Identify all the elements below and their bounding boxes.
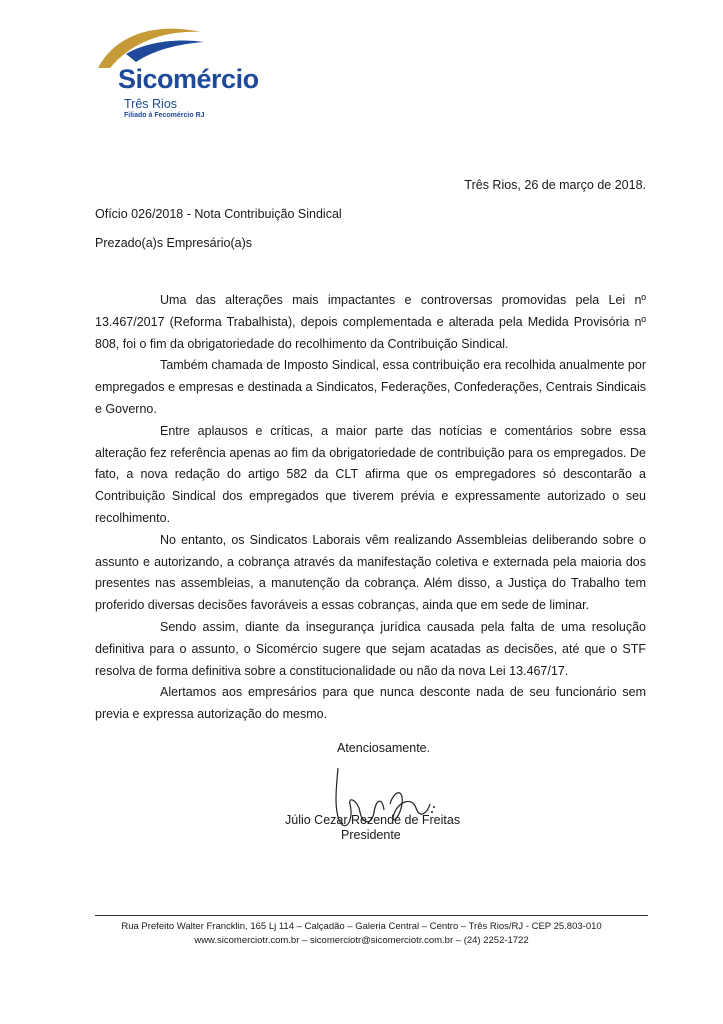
closing-salutation: Atenciosamente. <box>337 741 431 755</box>
body-paragraph: Alertamos aos empresários para que nunca desconte nada de seu funcionário sem previa e expressa autorização do mesmo. <box>95 685 646 722</box>
body-paragraph: Entre aplausos e críticas, a maior parte das notícias e comentários sobre essa alteração fez referência apenas ao fim da obrigatoriedade de contribuição para os empregados. De fato, a nova redação do artigo 582 da CLT afirma que os empregadores só descontarão a Contribuição Sindical dos empregados que tiverem prévia e expressamente autorizado o seu recolhimento. <box>95 423 646 525</box>
body-paragraph: Também chamada de Imposto Sindical, essa contribuição era recolhida anualmente por empregados e empresas e destinada a Sindicatos, Federações, Confederações, Centrais Sindicais e Governo. <box>95 358 646 416</box>
letter-reference: Ofício 026/2018 - Nota Contribuição Sindical <box>95 207 342 221</box>
footer-contact: www.sicomerciotr.com.br – sicomerciotr@sicomerciotr.com.br – (24) 2252-1722 <box>194 935 529 946</box>
logo-affiliation: Filiado à Fecomércio RJ <box>124 112 205 119</box>
logo-brand: Sicomércio <box>118 64 259 94</box>
signatory-title: Presidente <box>341 828 401 842</box>
signatory-name: Júlio Cezar Rezende de Freitas <box>285 813 461 827</box>
body-paragraph: Uma das alterações mais impactantes e controversas promovidas pela Lei nº 13.467/2017 (Reforma Trabalhista), depois complementada e alterada pela Medida Provisória nº 808, foi o fim da obrigatoriedade do recolhimento da Contribuição Sindical. <box>95 293 646 351</box>
letter-body <box>95 290 646 726</box>
footer-divider <box>95 915 648 916</box>
letter-date: Três Rios, 26 de março de 2018. <box>464 178 646 192</box>
footer-address: Rua Prefeito Walter Francklin, 165 Lj 114 – Calçadão – Galeria Central – Centro – Três Rios/RJ - CEP 25.803-010 <box>121 921 602 932</box>
body-paragraph: Sendo assim, diante da insegurança jurídica causada pela falta de uma resolução definitiva para o assunto, o Sicomércio sugere que sejam acatadas as decisões, até que o STF resolva de forma definitiva sobre a constitucionalidade ou não da nova Lei 13.467/17. <box>95 619 646 678</box>
body-paragraph: No entanto, os Sindicatos Laborais vêm realizando Assembleias deliberando sobre o assunto e autorizando, a cobrança através da manifestação coletiva e externada pela maioria dos presentes nas assembleias, a manutenção da cobrança. Além disso, a Justiça do Trabalho tem proferido diversas decisões favoráveis a essas cobranças, ainda que em sede de liminar. <box>95 532 646 613</box>
logo-city: Três Rios <box>124 97 178 111</box>
sicomercio-logo <box>96 24 306 124</box>
letter-greeting: Prezado(a)s Empresário(a)s <box>95 236 252 250</box>
